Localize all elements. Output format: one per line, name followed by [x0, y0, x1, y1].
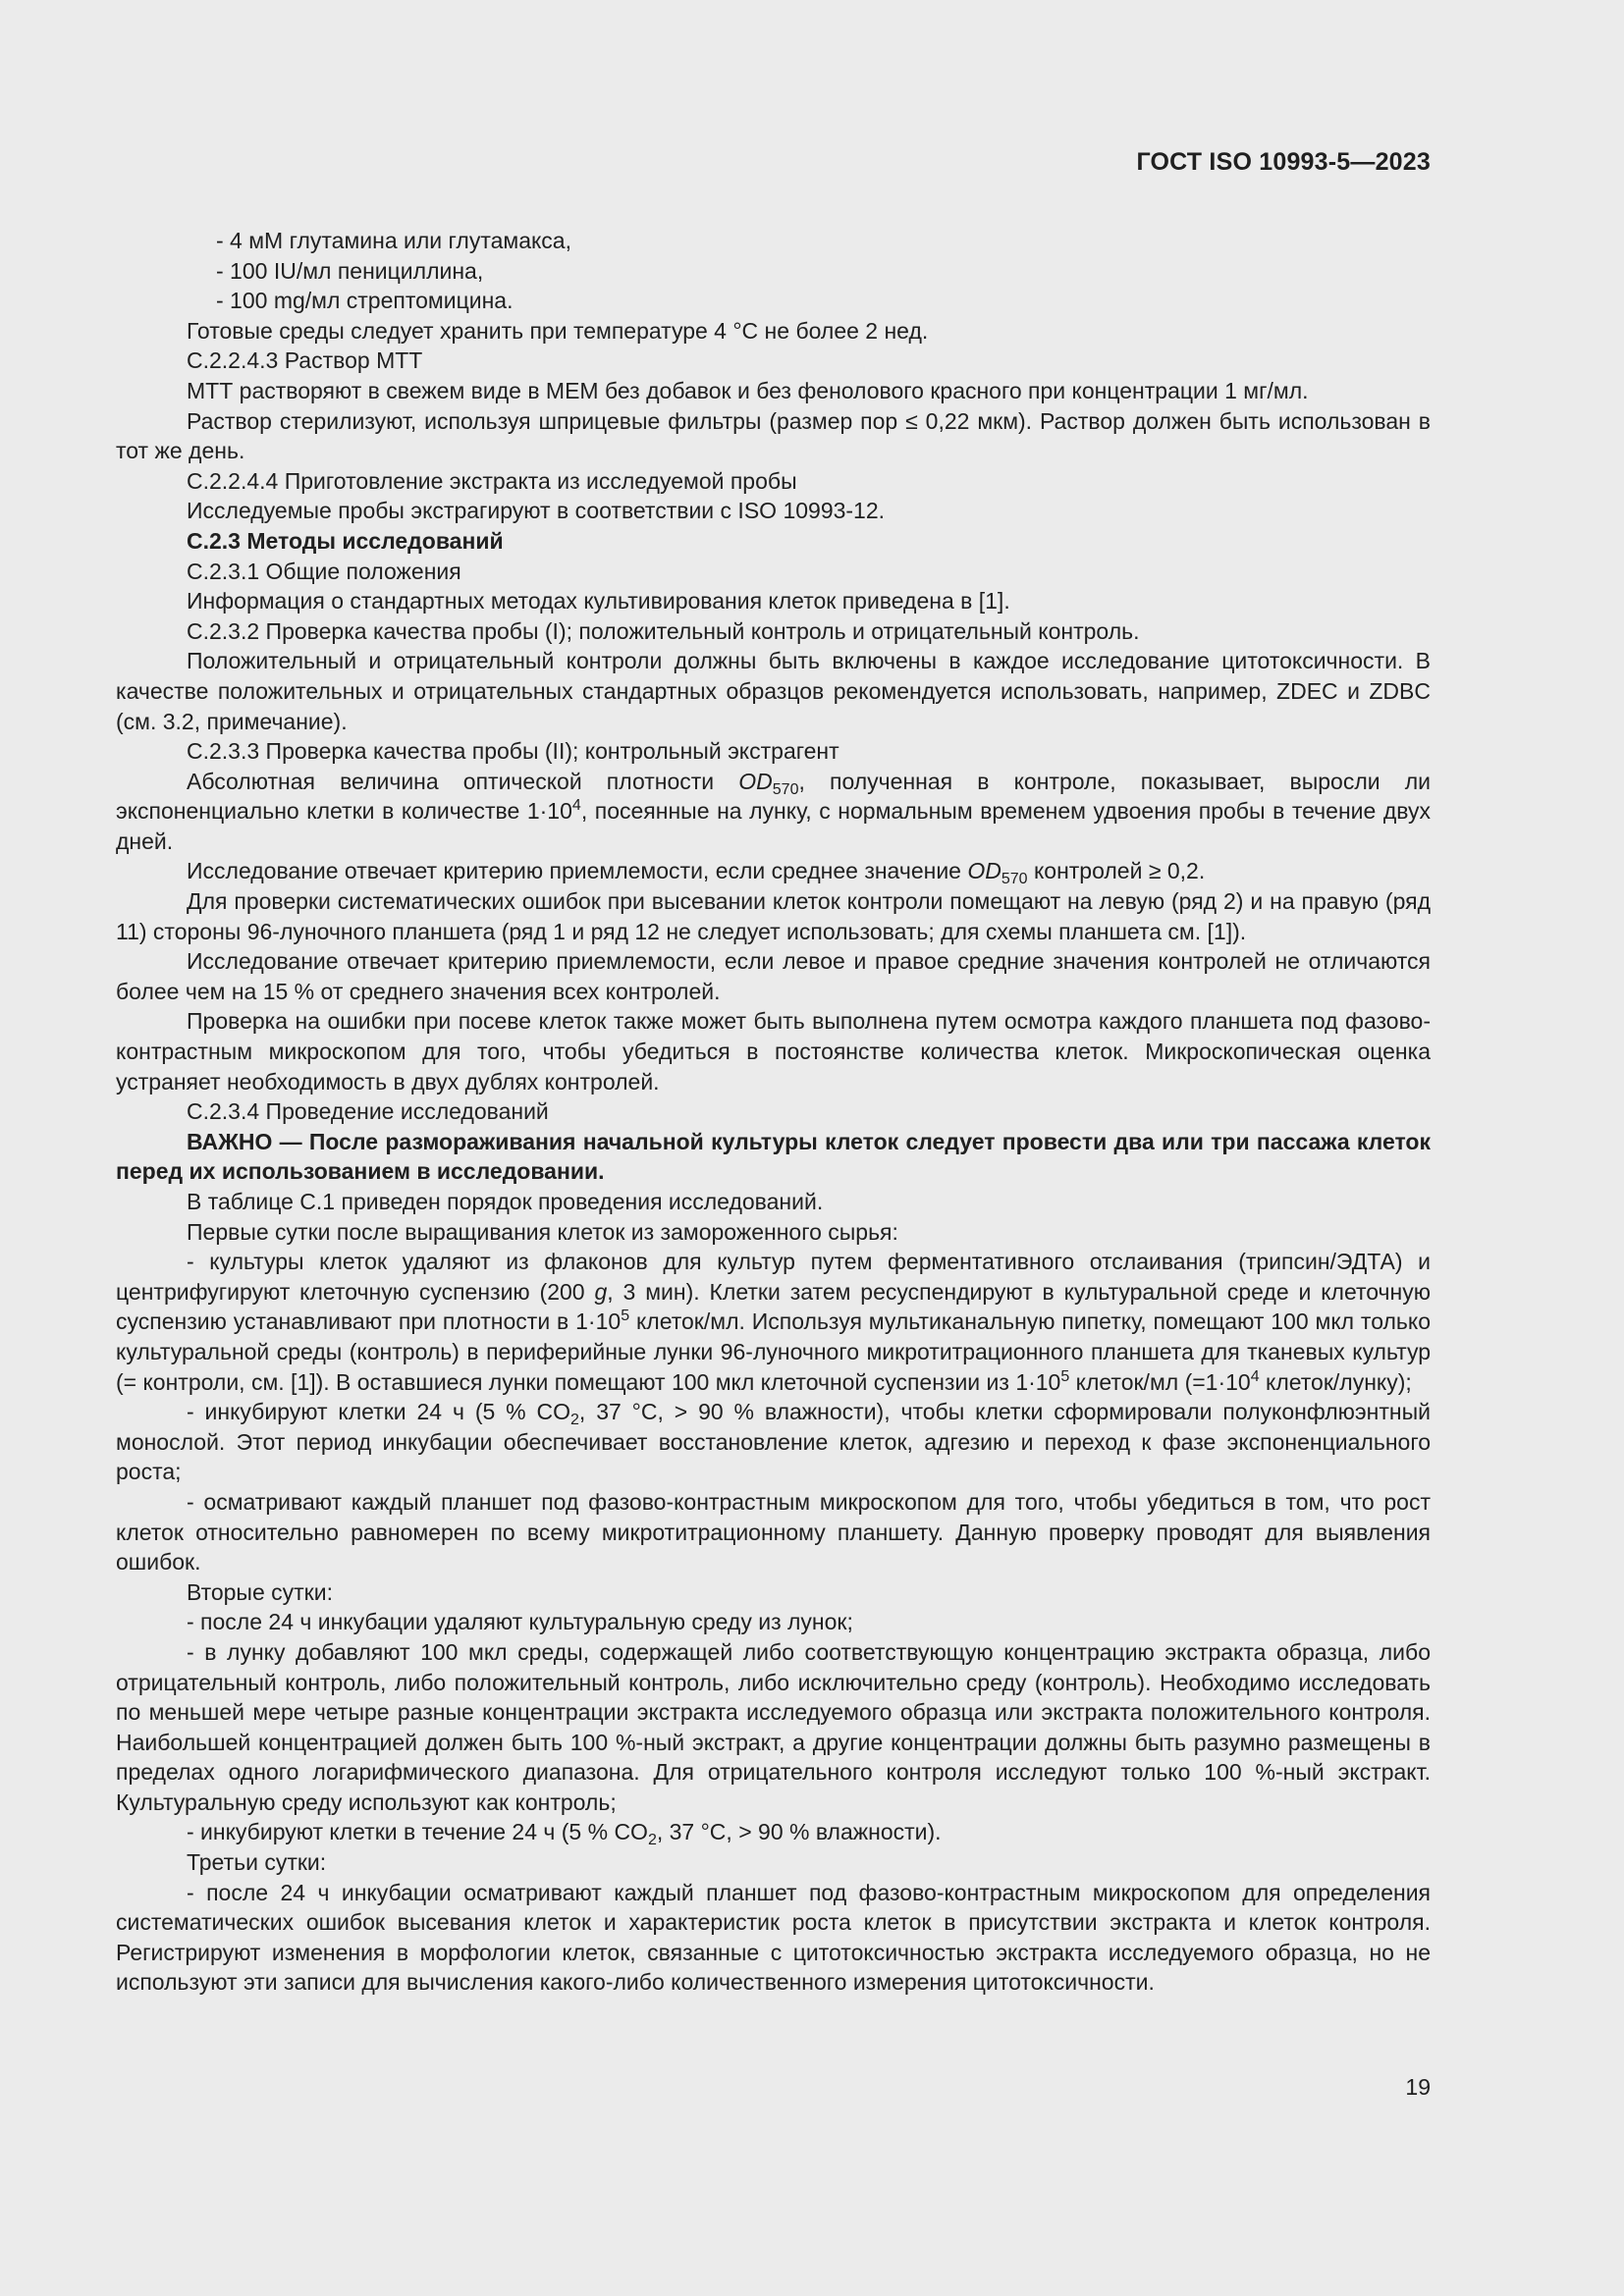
section-heading: С.2.3.3 Проверка качества пробы (II); контрольный экстрагент — [187, 738, 839, 765]
section-heading: С.2.2.4.4 Приготовление экстракта из исследуемой пробы — [187, 467, 797, 494]
paragraph: Готовые среды следует хранить при температуре 4 °С не более 2 нед. — [187, 317, 929, 344]
paragraph: Третьи сутки: — [187, 1849, 327, 1876]
paragraph: В таблице С.1 приведен порядок проведения исследований. — [187, 1189, 824, 1214]
page-number: 19 — [1405, 2074, 1431, 2100]
list-item: - культуры клеток удаляют из флаконов для культур путем ферментативного отслаивания (трипсин/ЭДТА) и центрифугируют клеточную суспензию (200 g, 3 мин). Клетки затем ресуспендируют в культуральной среде и клеточную суспензию устанавливают при плотности в $1\cdot 10^5$ клеток/мл. Используя мультиканальную пипетку, помещают 100 мкл только культуральной среды (контроль) в периферийные лунки 96-луночного микротитрационного планшета для тканевых культур (= контроли, см. [1]). В оставшиеся лунки помещают 100 мкл клеточной суспензии из $1\cdot 10^5$ клеток/мл ($=1\cdot 10^4$ клеток/лунку); — [116, 1249, 1432, 1395]
paragraph: Раствор стерилизуют, используя шприцевые фильтры (размер пор ≤ 0,22 мкм). Раствор должен быть использован в тот же день. — [116, 407, 1431, 464]
list-item: - после 24 ч инкубации осматривают каждый планшет под фазово-контрастным микроскопом для определения систематических ошибок высевания клеток и характеристик роста клеток в присутствии экстракта и клеток контроля. Регистрируют изменения в морфологии клеток, связанные с цитотоксичностью экстракта исследуемого образца, но не используют эти записи для вычисления какого-либо количественного измерения цитотоксичности. — [116, 1879, 1431, 1996]
list-item: - инкубируют клетки в течение 24 ч (5 % $CO_2$, 37 °С, > 90 % влажности). — [187, 1819, 942, 1849]
paragraph: Исследование отвечает критерию приемлемости, если левое и правое средние значения контролей не отличаются более чем на 15 % от среднего значения всех контролей. — [116, 948, 1431, 1004]
list-item: - в лунку добавляют 100 мкл среды, содержащей либо соответствующую концентрацию экстракта образца, либо отрицательный контроль, либо положительный контроль, либо исключительно среду (контроль). Необходимо исследовать по меньшей мере четыре разные концентрации экстракта исследуемого образца или экстракта положительного контроля. Наибольшей концентрацией должен быть 100 %-ный экстракт, а другие концентрации должны быть разумно размещены в пределах одного логарифмического диапазона. Для отрицательного контроля исследуют только 100 %-ный экстракт. Культуральную среду используют как контроль; — [116, 1638, 1431, 1815]
section-heading: С.2.2.4.3 Раствор МТТ — [187, 347, 423, 374]
list-item: - 4 мМ глутамина или глутамакса, — [216, 228, 571, 253]
section-heading: С.2.3.1 Общие положения — [187, 558, 461, 584]
list-item: - 100 IU/мл пенициллина, — [216, 257, 484, 284]
paragraph: Первые сутки после выращивания клеток из замороженного сырья: — [187, 1218, 898, 1245]
paragraph: Для проверки систематических ошибок при высевании клеток контроли помещают на левую (ряд 2) и на правую (ряд 11) стороны 96-луночного планшета (ряд 1 и ряд 12 не следует использовать; для схемы планшета см. [1]). — [116, 888, 1431, 944]
important-note: ВАЖНО — После размораживания начальной культуры клеток следует провести два или три пассажа клеток перед их использованием в исследовании. — [116, 1128, 1431, 1185]
paragraph: Проверка на ошибки при посеве клеток также может быть выполнена путем осмотра каждого планшета под фазово-контрастным микроскопом для того, чтобы убедиться в постоянстве количества клеток. Микроскопическая оценка устраняет необходимость в двух дублях контролей. — [116, 1008, 1431, 1095]
section-heading: С.2.3.4 Проведение исследований — [187, 1098, 549, 1125]
section-heading: С.2.3.2 Проверка качества пробы (I); положительный контроль и отрицательный контроль. — [187, 617, 1140, 644]
paragraph: Вторые сутки: — [187, 1578, 333, 1605]
paragraph: Исследуемые пробы экстрагируют в соответствии с ISO 10993-12. — [187, 498, 886, 524]
document-body — [116, 226, 1431, 1998]
paragraph: Абсолютная величина оптической плотности $OD_{570}$, полученная в контроле, показывает, выросли ли экспоненциально клетки в количестве $1\cdot 10^4$, посеянные на лунку, с нормальным временем удвоения пробы в течение двух дней. — [116, 768, 1431, 854]
list-item: - осматривают каждый планшет под фазово-контрастным микроскопом для того, чтобы убедиться в том, что рост клеток относительно равномерен по всему микротитрационному планшету. Данную проверку проводят для выявления ошибок. — [116, 1488, 1431, 1575]
paragraph: Исследование отвечает критерию приемлемости, если среднее значение $OD_{570}$ контролей ≥ 0,2. — [187, 858, 1206, 888]
list-item: - инкубируют клетки 24 ч (5 % $CO_2$, 37 °С, > 90 % влажности), чтобы клетки сформировали полуконфлюэнтный монослой. Этот период инкубации обеспечивает восстановление клеток, адгезию и переход к фазе экспоненциального роста; — [116, 1399, 1431, 1485]
paragraph: Положительный и отрицательный контроли должны быть включены в каждое исследование цитотоксичности. В качестве положительных и отрицательных стандартных образцов рекомендуется использовать, например, ZDEC и ZDBC (см. 3.2, примечание). — [116, 648, 1431, 734]
list-item: - после 24 ч инкубации удаляют культуральную среду из лунок; — [187, 1609, 853, 1635]
standard-header: ГОСТ ISO 10993-5—2023 — [1136, 148, 1431, 176]
paragraph: Информация о стандартных методах культивирования клеток приведена в [1]. — [187, 588, 1010, 614]
list-item: - 100 mg/мл стрептомицина. — [216, 288, 514, 314]
paragraph: МТТ растворяют в свежем виде в МЕМ без добавок и без фенолового красного при концентрации 1 мг/мл. — [187, 377, 1309, 403]
section-heading-bold: С.2.3 Методы исследований — [187, 527, 504, 554]
